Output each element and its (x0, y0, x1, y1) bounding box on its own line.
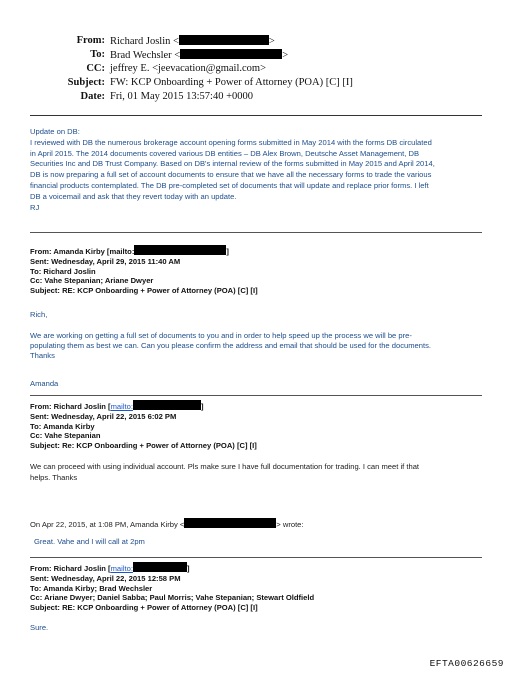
message5-from: From: Richard Joslin [mailto: ] (30, 564, 190, 573)
message1-body (30, 127, 490, 213)
message2-body (30, 331, 500, 361)
redaction-box (179, 35, 269, 45)
message3-from: From: Richard Joslin [mailto: ] (30, 402, 204, 411)
message3-cc: Cc: Vahe Stepanian (30, 431, 101, 441)
header-subject-label: Subject: (67, 77, 105, 88)
message5-body: Sure. (30, 623, 49, 632)
text-line: DB is now preparing a full set of account documents to ensure that we have all the necessary forms to trade the various (30, 170, 432, 180)
mailto-link[interactable]: mailto: (110, 564, 133, 573)
message5-to: To: Amanda Kirby; Brad Wechsler (30, 583, 153, 593)
header-cc-row (0, 63, 512, 77)
message2-signoff: Amanda (30, 379, 59, 388)
text-line: helps. Thanks (30, 472, 78, 482)
header-to-label: To: (90, 49, 105, 60)
message3-sent: Sent: Wednesday, April 22, 2015 6:02 PM (30, 411, 177, 421)
divider (30, 232, 482, 233)
message5-cc: Cc: Ariane Dwyer; Daniel Sabba; Paul Morris; Vahe Stepanian; Stewart Oldfield (30, 593, 315, 603)
redaction-box (184, 518, 276, 528)
divider (30, 557, 482, 558)
header-subject-value: FW: KCP Onboarding + Power of Attorney (POA) [C] [I] (110, 77, 353, 88)
header-to-value: Brad Wechsler < > (110, 50, 289, 61)
message2-subject: Subject: RE: KCP Onboarding + Power of Attorney (POA) [C] [I] (30, 286, 258, 296)
text-line: DB a voicemail and ask that they revert today with an update. (30, 191, 237, 201)
text-line: Update on DB: (30, 127, 80, 136)
message2-meta (30, 245, 490, 296)
text-line: I reviewed with DB the numerous brokerage account opening forms submitted in May 2014 with the forms DB circulated (30, 137, 432, 147)
header-to-row (0, 49, 512, 63)
header-date-label: Date: (80, 91, 105, 102)
text-line: Thanks (30, 351, 55, 360)
text-line: RJ (30, 202, 40, 212)
redaction-box (134, 245, 226, 255)
message4-quote-line: On Apr 22, 2015, at 1:08 PM, Amanda Kirby < > wrote: (30, 520, 304, 529)
message2-cc: Cc: Vahe Stepanian; Ariane Dwyer (30, 276, 154, 286)
text-line: We can proceed with using individual account. Pls make sure I have full documentation for trading. I can meet if that (30, 462, 420, 471)
text-line: financial products contemplated. The DB pre-completed set of documents that will update and replace prior forms. I left (30, 180, 429, 190)
header-date-row (0, 91, 512, 105)
message3-subject: Subject: Re: KCP Onboarding + Power of Attorney (POA) [C] [I] (30, 441, 257, 451)
message2-sent: Sent: Wednesday, April 29, 2015 11:40 AM (30, 256, 181, 266)
header-from-label: From: (76, 35, 105, 46)
document-id: EFTA00626659 (429, 658, 504, 669)
message3-body (30, 462, 500, 484)
message2-greeting: Rich, (30, 310, 48, 319)
mailto-link[interactable]: mailto: (110, 402, 133, 411)
text-line: We are working on getting a full set of documents to you and in order to help speed up the process we will be pre- (30, 331, 412, 340)
header-divider (30, 115, 482, 116)
message2-from: From: Amanda Kirby [mailto: ] (30, 247, 229, 256)
header-cc-label: CC: (86, 63, 105, 74)
message2-to: To: Richard Joslin (30, 266, 96, 276)
header-from-row (0, 35, 512, 49)
redaction-box (133, 400, 201, 410)
redaction-box (180, 49, 282, 59)
header-cc-value: jeffrey E. <jeevacation@gmail.com> (110, 63, 267, 74)
message5-sent: Sent: Wednesday, April 22, 2015 12:58 PM (30, 573, 181, 583)
header-from-value: Richard Joslin < > (110, 36, 275, 47)
message5-meta (30, 562, 500, 613)
text-line: in April 2015. The 2014 documents covered various DB entities – DB Alex Brown, Deutsche Asset Management, DB (30, 148, 420, 158)
text-line: populating them as best we can. Can you please confirm the address and email that should be used for the documents. (30, 341, 432, 350)
message4-body: Great. Vahe and I will call at 2pm (34, 537, 145, 546)
redaction-box (133, 562, 187, 572)
message5-subject: Subject: RE: KCP Onboarding + Power of Attorney (POA) [C] [I] (30, 603, 258, 613)
message3-meta (30, 400, 490, 451)
message3-to: To: Amanda Kirby (30, 421, 95, 431)
divider (30, 395, 482, 396)
header-subject-row (0, 77, 512, 91)
email-header (0, 35, 512, 105)
text-line: Securities Inc and DB Trust Company. Based on DB's internal review of the forms submitted in May 2015 and April 2014, (30, 159, 435, 169)
header-date-value: Fri, 01 May 2015 13:57:40 +0000 (110, 91, 254, 102)
